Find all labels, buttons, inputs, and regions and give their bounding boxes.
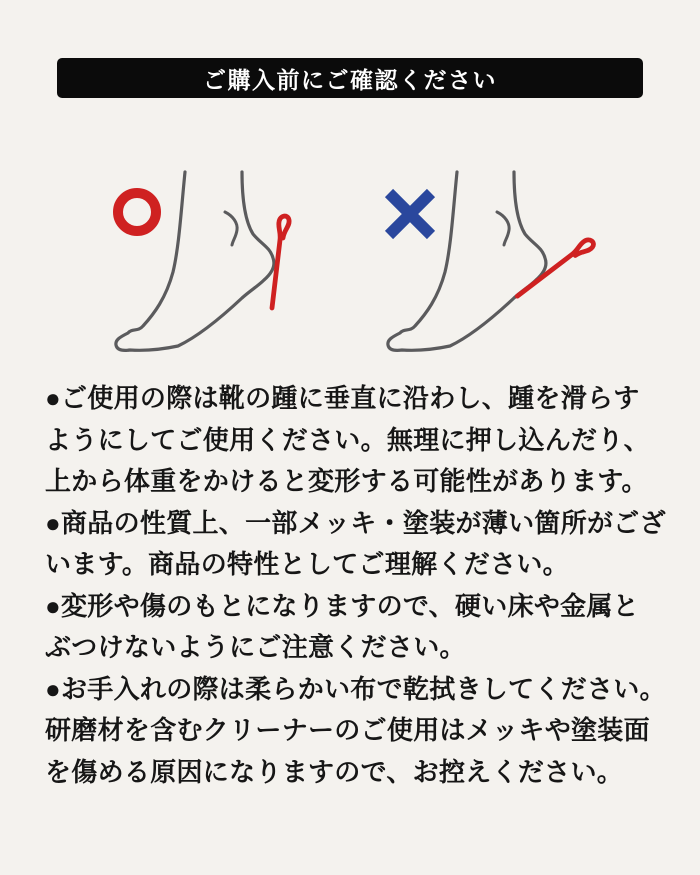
note-line: ●変形や傷のもとになりますので、硬い床や金属と	[45, 590, 640, 621]
note-usage-direction	[45, 378, 667, 503]
foot-outline	[388, 172, 546, 350]
note-line: ●ご使用の際は靴の踵に垂直に沿わし、踵を滑らす	[45, 383, 640, 413]
note-line: ようにしてご使用ください。無理に押し込んだり、	[45, 424, 650, 455]
incorrect-cross-icon	[389, 193, 431, 235]
note-line: ぶつけないようにご注意ください。	[45, 632, 466, 662]
note-line: ●お手入れの際は柔らかい布で乾拭きしてください。	[45, 673, 666, 704]
correct-circle-icon	[118, 193, 156, 231]
note-line: ●商品の性質上、一部メッキ・塗装が薄い箇所がござ	[45, 507, 666, 538]
shoehorn-icon	[517, 232, 595, 308]
foot-outline	[116, 172, 274, 350]
header-banner	[57, 58, 643, 98]
illustration-correct-usage	[100, 150, 350, 370]
note-line: います。商品の特性としてご理解ください。	[45, 549, 569, 579]
ankle-bone-line	[225, 212, 237, 245]
note-plating-finish	[45, 503, 667, 586]
note-care-instructions	[45, 669, 667, 794]
note-line: 研磨材を含むクリーナーのご使用はメッキや塗装面	[45, 715, 650, 745]
note-avoid-impact	[45, 586, 667, 669]
usage-notes	[45, 378, 667, 793]
ankle-bone-line	[497, 212, 509, 245]
note-line: 上から体重をかけると変形する可能性があります。	[45, 466, 648, 496]
note-line: を傷める原因になりますので、お控えください。	[45, 756, 624, 787]
illustration-incorrect-usage	[372, 150, 622, 370]
header-title: ご購入前にご確認ください	[203, 66, 497, 93]
shoehorn-tilted	[517, 232, 595, 308]
